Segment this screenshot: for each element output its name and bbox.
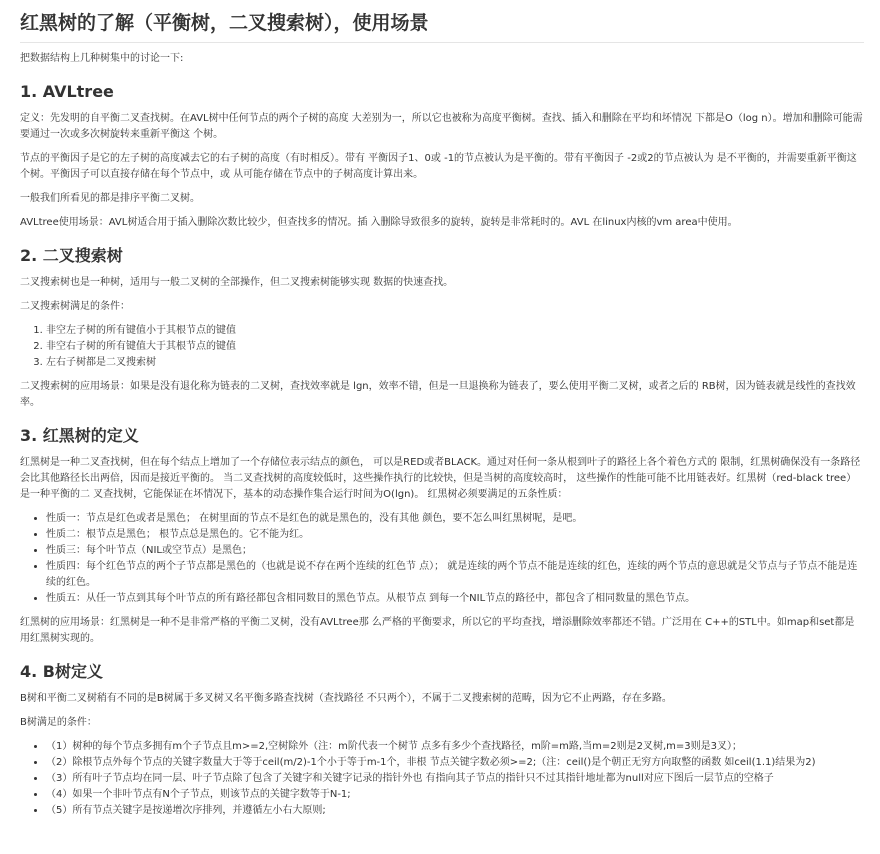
- list-item: 2. 非空右子树的所有键值大于其根节点的键值: [46, 339, 864, 355]
- list-item: • （3）所有叶子节点均在同一层、叶子节点除了包含了关键字和关键字记录的指针外也 有指向其子节点的指针只不过其指针地址都为null对应下图后一层节点的空格子: [46, 771, 864, 787]
- page-title: 红黑树的了解（平衡树，二叉搜索树），使用场景: [20, 6, 864, 43]
- list-item: • （2）除根节点外每个节点的关键字数量大于等于ceil(m/2)-1个小于等于m-1个，非根 节点关键字数必须>=2;（注：ceil()是个朝正无穷方向取整的函数 如ceil(1.1)结果为2): [46, 755, 864, 771]
- paragraph: 二叉搜索树也是一种树，适用与一般二叉树的全部操作，但二叉搜索树能够实现 数据的快速查找。: [20, 277, 454, 288]
- paragraph: 红黑树的应用场景：红黑树是一种不是非常严格的平衡二叉树，没有AVLtree那 么严格的平衡要求，所以它的平均查找，增添删除效率都还不错。广泛用在 C++的STL中。如map和set都是用红黑树实现的。: [20, 617, 855, 644]
- section-heading-rbtree: 3. 红黑树的定义: [20, 426, 139, 445]
- list-item: • 性质四：每个红色节点的两个子节点都是黑色的（也就是说不存在两个连续的红色节 点）； 就是连续的两个节点不能是连续的红色，连续的两个节点的意思就是父节点与子节点不能是连续的红色。: [46, 559, 864, 591]
- intro-text: 把数据结构上几种树集中的讨论一下:: [20, 53, 184, 64]
- paragraph: B树满足的条件：: [20, 717, 97, 728]
- paragraph: B树和平衡二叉树稍有不同的是B树属于多叉树又名平衡多路查找树（查找路径 不只两个），不属于二叉搜索树的范畴，因为它不止两路，存在多路。: [20, 693, 672, 704]
- paragraph: 一般我们所看见的都是排序平衡二叉树。: [20, 193, 200, 204]
- list-item: • 性质一：节点是红色或者是黑色； 在树里面的节点不是红色的就是黑色的，没有其他 颜色，要不怎么叫红黑树呢，是吧。: [46, 511, 864, 527]
- paragraph: 定义：先发明的自平衡二叉查找树。在AVL树中任何节点的两个子树的高度 大差别为一，所以它也被称为高度平衡树。查找、插入和删除在平均和坏情况 下都是O（log n）。增加和删除可能需要通过一次或多次树旋转来重新平衡这 个树。: [20, 113, 863, 140]
- paragraph: 二叉搜索树满足的条件：: [20, 301, 130, 312]
- paragraph: AVLtree使用场景：AVL树适合用于插入删除次数比较少，但查找多的情况。插 入删除导致很多的旋转，旋转是非常耗时的。AVL 在linux内核的vm area中使用。: [20, 217, 738, 228]
- list-item: • 性质五：从任一节点到其每个叶节点的所有路径都包含相同数目的黑色节点。从根节点 到每一个NIL节点的路径中，都包含了相同数量的黑色节点。: [46, 591, 864, 607]
- bullet-list: [20, 511, 864, 607]
- list-item: • （1）树种的每个节点多拥有m个子节点且m>=2,空树除外（注：m阶代表一个树节 点多有多少个查找路径，m阶=m路,当m=2则是2叉树,m=3则是3叉）；: [46, 739, 864, 755]
- list-item: • （5）所有节点关键字是按递增次序排列，并遵循左小右大原则;: [46, 803, 864, 819]
- paragraph: 节点的平衡因子是它的左子树的高度减去它的右子树的高度（有时相反）。带有 平衡因子1、0或 -1的节点被认为是平衡的。带有平衡因子 -2或2的节点被认为 是不平衡的，并需要重新平衡这个树。平衡因子可以直接存储在每个节点中，或 从可能存储在节点中的子树高度计算出来。: [20, 153, 857, 180]
- bullet-list: [20, 739, 864, 819]
- section-heading-btree: 4. B树定义: [20, 662, 103, 681]
- list-item: • 性质三：每个叶节点（NIL或空节点）是黑色；: [46, 543, 864, 559]
- ordered-list: [20, 323, 864, 371]
- section-heading-bst: 2. 二叉搜索树: [20, 246, 123, 265]
- list-item: • （4）如果一个非叶节点有N个子节点，则该节点的关键字数等于N-1;: [46, 787, 864, 803]
- list-item: • 性质二：根节点是黑色； 根节点总是黑色的。它不能为红。: [46, 527, 864, 543]
- section-heading-avltree: 1. AVLtree: [20, 82, 114, 101]
- list-item: 1. 非空左子树的所有键值小于其根节点的键值: [46, 323, 864, 339]
- paragraph: 红黑树是一种二叉查找树，但在每个结点上增加了一个存储位表示结点的颜色， 可以是RED或者BLACK。通过对任何一条从根到叶子的路径上各个着色方式的 限制，红黑树确保没有一条路径会比其他路径长出两倍，因而是接近平衡的。 当二叉查找树的高度较低时，这些操作执行的比较快，但是当树的高度较高时， 这些操作的性能可能不比用链表好。红黑树（red-black tree）是一种平衡的二 叉查找树，它能保证在坏情况下，基本的动态操作集合运行时间为O(lgn)。 红黑树必须要满足的五条性质：: [20, 457, 861, 500]
- paragraph: 二叉搜索树的应用场景：如果是没有退化称为链表的二叉树，查找效率就是 lgn，效率不错，但是一旦退换称为链表了，要么使用平衡二叉树，或者之后的 RB树，因为链表就是线性的查找效率。: [20, 381, 856, 408]
- list-item: 3. 左右子树都是二叉搜索树: [46, 355, 864, 371]
